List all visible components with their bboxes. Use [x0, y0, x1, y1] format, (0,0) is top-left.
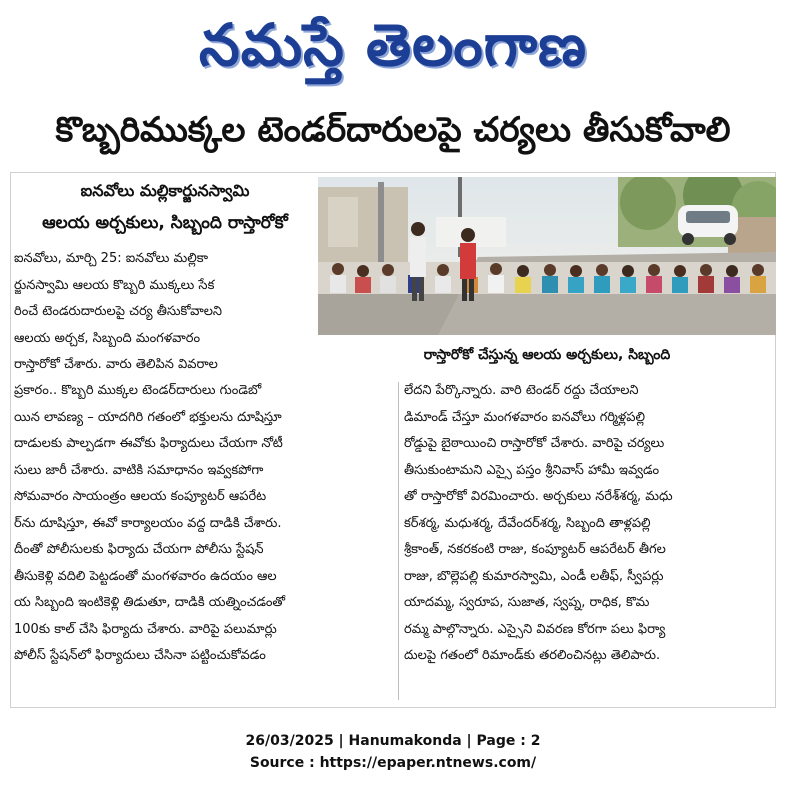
article-subhead-line-2: ఆలయ అర్చకులు, సిబ్బంది రాస్తారోకో: [42, 213, 288, 233]
article-headline: కొబ్బరిముక్కల టెండర్‌దారులపై చర్యలు తీసుకోవాలి: [55, 110, 731, 150]
footer-date-edition: 26/03/2025 | Hanumakonda | Page : 2: [245, 733, 541, 749]
body-line: తీసుకుంటామని ఎస్సై పస్తం శ్రీనివాస్ హామీ ఇవ్వడం: [404, 462, 660, 478]
body-line: యాదమ్మ, స్వరూప, సుజాత, స్వప్న, రాధిక, కొమ: [404, 595, 650, 610]
news-photo: [318, 177, 776, 335]
body-line: సోమవారం సాయంత్రం ఆలయ కంప్యూటర్ ఆపరేట: [14, 489, 267, 504]
lead-line: ర్జునస్వామి ఆలయ కొబ్బరి ముక్కలు సేక: [14, 277, 215, 293]
body-line: య సిబ్బంది ఇంటికెళ్లి తిడుతూ, దాడికి యత్నించడంతో: [14, 595, 286, 610]
body-line: రోడ్డుపై బైఠాయించి రాస్తారోకో చేశారు. వారిపై చర్యలు: [404, 436, 665, 451]
body-line: సులు జారీ చేశారు. వాటికి సమాధానం ఇవ్వకపోగా: [14, 462, 264, 478]
body-line: తో రాస్తారోకో విరమించారు. అర్చకులు నరేశ్‌శర్మ, మధు: [404, 489, 673, 504]
lead-line: ఐనవోలు, మార్చి 25: ఐనవోలు మల్లికా: [14, 251, 209, 266]
body-line: ప్రకారం.. కొబ్బరి ముక్కల టెండర్‌దారులు గుండెబో: [14, 383, 262, 398]
photo-caption: రాస్తారోకో చేస్తున్న ఆలయ అర్చకులు, సిబ్బంది: [423, 347, 671, 363]
body-line: రమ్మ పాల్గొన్నారు. ఎస్సైని వివరణ కోరగా పలు ఫిర్యా: [404, 621, 666, 637]
body-line: కర్‌శర్మ, మధుశర్మ, దేవేందర్‌శర్మ, సిబ్బంది తాళ్లపల్లి: [404, 515, 651, 531]
column-divider: [398, 382, 399, 700]
article-body-left-column: [14, 378, 394, 670]
article-subhead-line-1: ఐనవోలు మల్లికార్జునస్వామి: [80, 181, 250, 200]
body-line: పోలీస్ స్టేషన్‌లో ఫిర్యాదులు చేసినా పట్టించుకోవడం: [14, 648, 266, 663]
lead-line: రించే టెండరుదారులపై చర్య తీసుకోవాలని: [14, 304, 223, 319]
body-line: డిమాండ్ చేస్తూ మంగళవారం ఐనవోలు గర్మిళ్లపల్లి: [404, 409, 646, 425]
body-line: 100కు కాల్ చేసి ఫిర్యాదు చేశారు. వారిపై పలుమార్లు: [14, 621, 277, 637]
masthead-title: నమస్తే తెలంగాణ: [199, 11, 587, 79]
article-body-right-column: [404, 378, 774, 670]
body-line: రాజు, బొల్లెపల్లి కుమారస్వామి, ఎండీ లతీఫ్, స్వీపర్లు: [404, 568, 664, 584]
body-line: ర్‌ను దూషిస్తూ, ఈవో కార్యాలయం వద్ద దాడికి చేశారు.: [14, 515, 282, 531]
masthead-logo: [0, 4, 786, 88]
body-line: దులపై గతంలో రిమాండ్‌కు తరలించినట్లు తెలిపారు.: [404, 648, 661, 663]
body-line: దాడులకు పాల్పడగా ఈవోకు ఫిర్యాదులు చేయగా నోటీ: [14, 436, 283, 451]
body-line: దీంతో పోలీసులకు ఫిర్యాదు చేయగా పోలీసు స్టేషన్: [14, 542, 264, 557]
body-line: తీసుకెళ్లి వదిలి పెట్టడంతో మంగళవారం ఉదయం ఆల: [14, 568, 277, 584]
body-line: శ్రీకాంత్, నకరకంటి రాజు, కంప్యూటర్ ఆపరేటర్ తీగల: [404, 542, 666, 557]
lead-line: ఆలయ అర్చక, సిబ్బంది మంగళవారం: [14, 330, 201, 346]
footer-source-link[interactable]: Source : https://epaper.ntnews.com/: [249, 755, 537, 771]
body-line: లేదని పేర్కొన్నారు. వారి టెండర్ రద్దు చేయాలని: [404, 383, 639, 398]
article-lead: [14, 246, 314, 379]
body-line: యిన లావణ్య – యాదగిరి గతంలో భక్తులను దూషిస్తూ: [14, 409, 282, 425]
page-footer: [0, 730, 786, 774]
lead-line: రాస్తారోకో చేశారు. వారు తెలిపిన వివరాల: [14, 357, 218, 372]
